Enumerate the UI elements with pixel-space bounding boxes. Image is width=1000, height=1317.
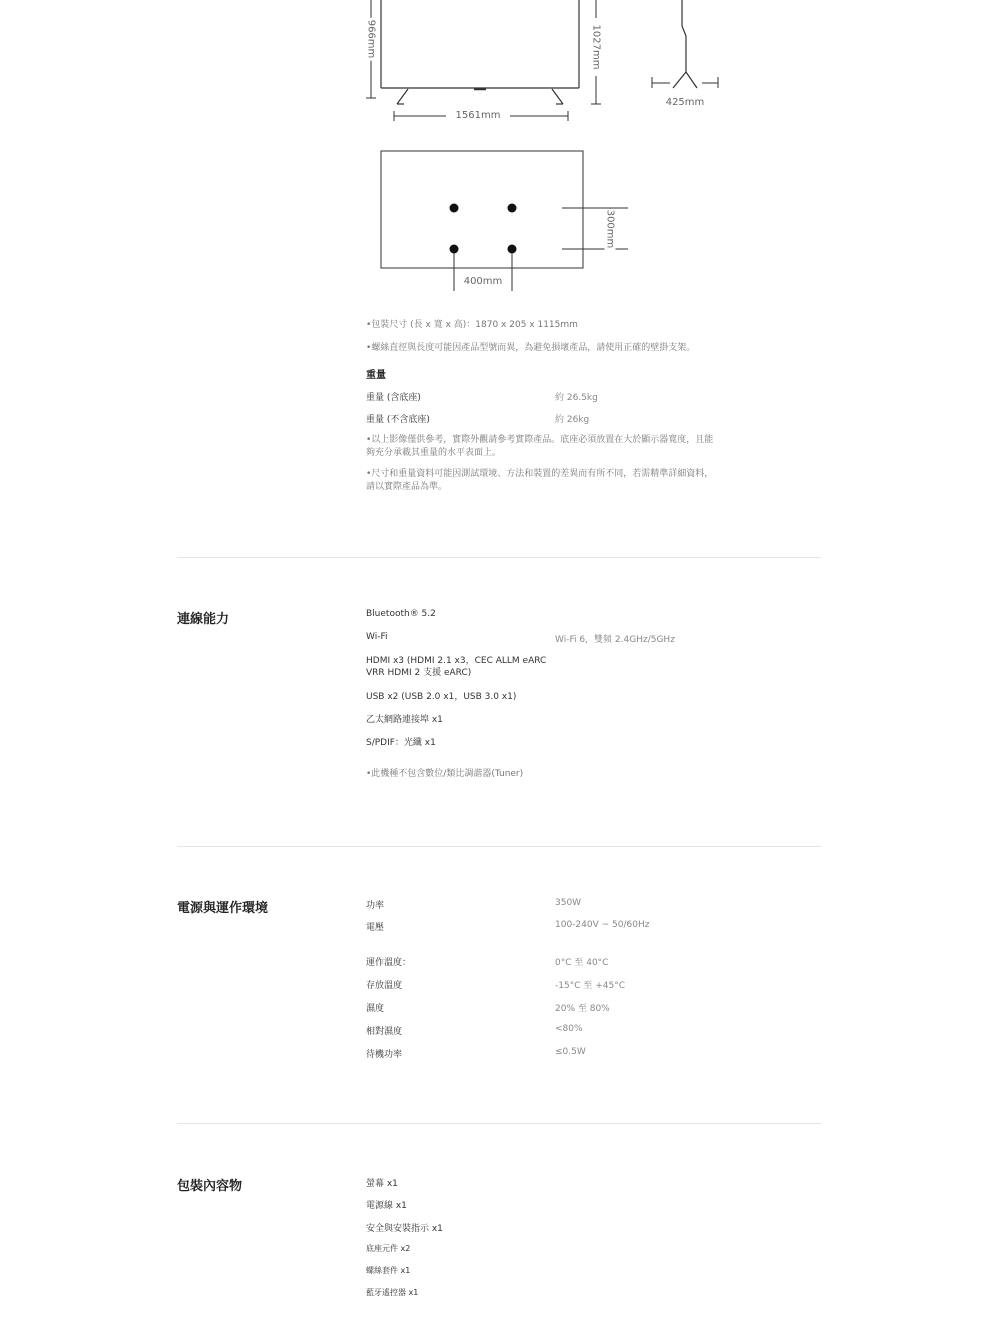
relative-humidity-label: 相對濕度 — [366, 1027, 403, 1037]
operating-temp-value: 0°C 至 40°C — [555, 958, 609, 968]
weight-with-stand-value: 約 26.5kg — [555, 393, 598, 403]
ethernet-spec: 乙太網路連接埠 x1 — [366, 715, 443, 725]
wifi-label: Wi-Fi — [366, 632, 388, 642]
standby-power-label: 待機功率 — [366, 1050, 403, 1060]
storage-temp-label: 存放溫度 — [366, 981, 403, 991]
weight-heading: 重量 — [366, 370, 386, 381]
height-total-label: 1027mm — [590, 24, 602, 70]
screw-note: •螺絲直徑與長度可能因產品型號而異，為避免損壞產品，請使用正確的壁掛支架。 — [366, 343, 696, 353]
vesa-holes — [450, 204, 517, 254]
vesa-vertical-label: 300mm — [604, 209, 616, 248]
connectivity-title: 連線能力 — [177, 612, 230, 627]
spdif-spec: S/PDIF：光纖 x1 — [366, 738, 436, 748]
section-divider — [177, 557, 821, 558]
tv-side-view — [673, 0, 697, 88]
power-value: 350W — [555, 898, 582, 908]
package-title: 包裝內容物 — [177, 1179, 243, 1194]
voltage-value: 100-240V ~ 50/60Hz — [555, 920, 650, 930]
package-item: 電源線 x1 — [366, 1201, 407, 1211]
section-divider — [177, 846, 821, 847]
standby-power-value: ≤0.5W — [555, 1047, 586, 1057]
package-item: 底座元件 x2 — [366, 1244, 411, 1253]
dimension-diagram — [0, 0, 1000, 300]
voltage-label: 電壓 — [366, 923, 385, 933]
width-label: 1561mm — [455, 110, 501, 121]
weight-with-stand-label: 重量 (含底座) — [366, 393, 421, 403]
package-item: 螢幕 x1 — [366, 1179, 398, 1189]
package-item: 安全與安裝指示 x1 — [366, 1224, 443, 1234]
humidity-value: 20% 至 80% — [555, 1004, 610, 1014]
weight-without-stand-value: 約 26kg — [555, 415, 590, 425]
package-item: 螺絲套件 x1 — [366, 1266, 411, 1275]
bluetooth-spec: Bluetooth® 5.2 — [366, 609, 436, 619]
section-divider — [177, 1123, 821, 1124]
storage-temp-value: -15°C 至 +45°C — [555, 981, 625, 991]
power-title: 電源與運作環境 — [177, 901, 269, 916]
data-accuracy-note: •尺寸和重量資料可能因測試環境、方法和裝置的差異而有所不同，若需精準詳細資料， 請以實際產品為準。 — [366, 469, 714, 492]
image-note: •以上影像僅供參考，實際外觀請參考實際產品。底座必須放置在大於顯示器寬度，且能 夠充分承載其重量的水平表面上。 — [366, 435, 714, 458]
wifi-value: Wi-Fi 6，雙頻 2.4GHz/5GHz — [555, 635, 675, 645]
height-screen-label: 966mm — [365, 19, 377, 59]
depth-label: 425mm — [665, 97, 705, 108]
tuner-note: •此機種不包含數位/類比調諧器(Tuner) — [366, 769, 524, 779]
relative-humidity-value: <80% — [555, 1024, 583, 1034]
usb-spec: USB x2 (USB 2.0 x1，USB 3.0 x1) — [366, 692, 517, 702]
operating-temp-label: 運作溫度： — [366, 958, 412, 968]
package-item: 藍牙遙控器 x1 — [366, 1288, 419, 1297]
package-size-note: •包裝尺寸 (長 x 寬 x 高)：1870 x 205 x 1115mm — [366, 320, 578, 330]
tv-front-view — [381, 0, 579, 104]
weight-without-stand-label: 重量 (不含底座) — [366, 415, 430, 425]
hdmi-spec: HDMI x3 (HDMI 2.1 x3，CEC ALLM eARC VRR HDMI 2 支援 eARC) — [366, 656, 547, 678]
power-label: 功率 — [366, 901, 385, 911]
vesa-back-view — [381, 151, 583, 268]
vesa-horizontal-label: 400mm — [463, 276, 503, 287]
humidity-label: 濕度 — [366, 1004, 385, 1014]
depth-dimension — [652, 77, 718, 88]
